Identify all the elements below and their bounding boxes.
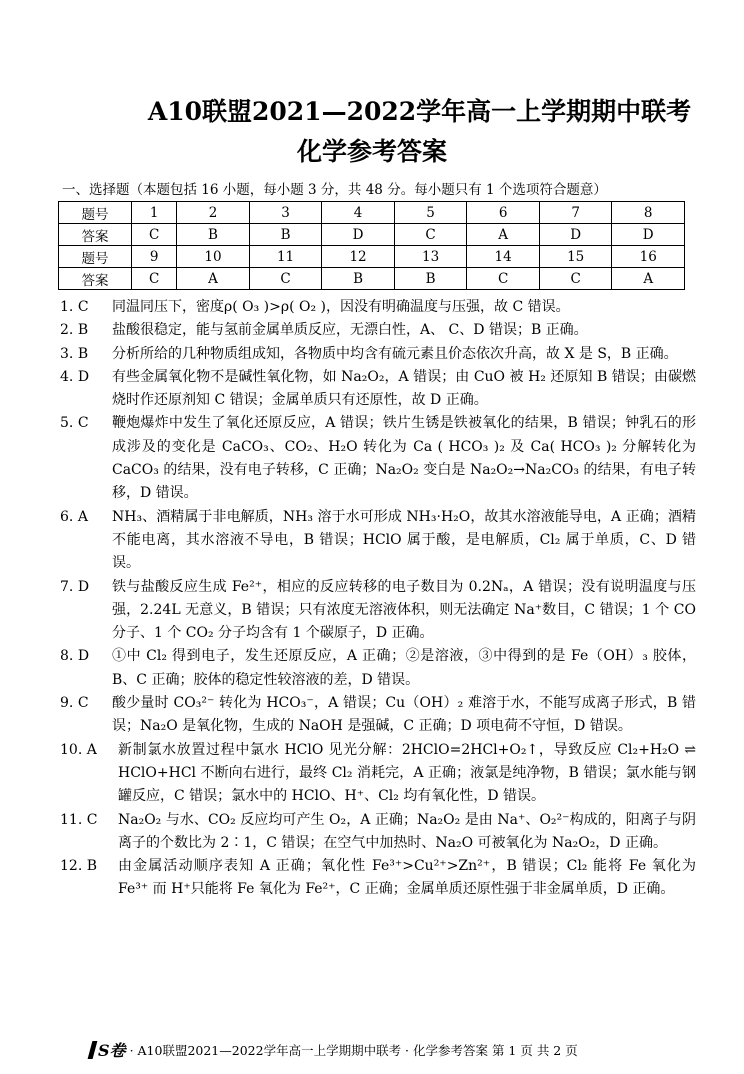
table-cell: 7 [539,202,612,224]
item-text: 鞭炮爆炸中发生了氧化还原反应，A 错误；铁片生锈是铁被氧化的结果，B 错误；钟乳石的形成涉及的变化是 CaCO₃、CO₂、H₂O 转化为 Ca ( HCO₃ )₂ 及 Ca( HCO₃ )₂ 分解转化为 CaCO₃ 的结果，没有电子转移，C 正确；Na₂O₂ 变白是 Na₂O₂→Na₂CO₃ 的结果，有电子转移，D 错误。 [112,415,696,502]
item-number: 10. A [60,741,97,758]
table-cell: D [612,224,685,246]
table-cell: 13 [394,246,467,268]
answer-table [58,201,685,290]
table-cell: 9 [132,246,177,268]
item-text: ①中 Cl₂ 得到电子，发生还原反应，A 正确；②是溶液，③中得到的是 Fe（OH）₃ 胶体，B、C 正确；胶体的稳定性较溶液的差，D 错误。 [112,648,696,688]
table-cell: A [177,268,250,290]
table-row-answers-1 [59,224,685,246]
page-footer [90,1038,578,1061]
table-cell: 4 [322,202,395,224]
item-number: 11. C [60,811,98,828]
section-heading: 一、选择题（本题包括 16 小题，每小题 3 分，共 48 分。每小题只有 1 个选项符合题意） [62,182,607,198]
table-cell: 15 [539,246,612,268]
explanation-list [60,296,696,902]
item-number: 1. C [60,299,89,315]
table-cell: 12 [322,246,395,268]
item-number: 3. B [60,345,89,362]
document-title: A10联盟2021—2022学年高一上学期期中联考 [147,97,692,126]
item-number: 8. D [60,648,90,665]
table-cell: B [322,268,395,290]
logo-bar-icon [88,1041,98,1059]
table-cell: C [394,224,467,246]
item-text: 酸少量时 CO₃²⁻ 转化为 HCO₃⁻，A 错误；Cu（OH）₂ 难溶于水，不能写成离子形式，B 错误；Na₂O 是氧化物，生成的 NaOH 是强碱，C 正确；D 项电荷不守恒，D 错误。 [112,695,696,735]
item-number: 7. D [60,578,90,595]
footer-text: · A10联盟2021—2022学年高一上学期期中联考 · 化学参考答案 第 1 页 共 2 页 [129,1042,578,1058]
table-cell: A [467,224,540,246]
table-cell: B [177,224,250,246]
explanation-item-7 [60,576,696,646]
item-number: 12. B [60,858,98,875]
explanation-item-9 [60,692,696,739]
item-number: 2. B [60,322,89,339]
item-text: 分析所给的几种物质组成知，各物质中均含有硫元素且价态依次升高，故 X 是 S，B 正确。 [112,345,678,362]
table-cell: D [539,224,612,246]
row-label-number: 题号 [59,246,132,268]
explanation-item-4 [60,366,696,413]
item-text: 盐酸很稳定，能与氢前金属单质反应，无漂白性，A、 C、D 错误；B 正确。 [112,322,588,339]
explanation-item-3 [60,343,696,366]
table-cell: B [394,268,467,290]
table-cell: 2 [177,202,250,224]
item-number: 4. D [60,368,90,385]
table-row-numbers-1 [59,202,685,224]
document-subtitle: 化学参考答案 [296,137,447,166]
table-cell: C [132,224,177,246]
table-cell: A [612,268,685,290]
item-text: Na₂O₂ 与水、CO₂ 反应均可产生 O₂，A 正确；Na₂O₂ 是由 Na⁺、O₂²⁻构成的，阳离子与阴离子的个数比为 2∶1，C 错误；在空气中加热时、Na₂O 可被氧化为 Na₂O₂，D 正确。 [118,811,696,851]
table-cell: 10 [177,246,250,268]
table-row-answers-2 [59,268,685,290]
explanation-item-1 [60,296,696,319]
explanation-item-10 [60,739,696,809]
item-text: 有些金属氧化物不是碱性氧化物，如 Na₂O₂，A 错误；由 CuO 被 H₂ 还原知 B 错误；由碳燃烧时作还原剂知 C 错误；金属单质只有还原性，故 D 正确。 [112,368,696,409]
item-text: 同温同压下，密度ρ( O₃ )>ρ( O₂ )，因没有明确温度与压强，故 C 错误。 [112,299,570,315]
table-cell: 11 [249,246,322,268]
table-cell: C [539,268,612,290]
table-cell: 14 [467,246,540,268]
explanation-item-2 [60,319,696,342]
explanation-item-6 [60,506,696,576]
table-cell: 8 [612,202,685,224]
item-number: 9. C [60,695,89,712]
table-cell: C [132,268,177,290]
item-number: 6. A [60,508,88,525]
table-cell: 1 [132,202,177,224]
item-text: NH₃、酒精属于非电解质，NH₃ 溶于水可形成 NH₃·H₂O，故其水溶液能导电，A 正确；酒精不能电离，其水溶液不导电，B 错误；HClO 属于酸，是电解质，Cl₂ 属于单质，C、D 错误。 [112,508,696,572]
table-cell: 3 [249,202,322,224]
table-cell: 5 [394,202,467,224]
table-cell: C [249,268,322,290]
item-number: 5. C [60,415,89,432]
explanation-item-5 [60,412,696,505]
table-row-numbers-2 [59,246,685,268]
item-text: 由金属活动顺序表知 A 正确；氧化性 Fe³⁺>Cu²⁺>Zn²⁺，B 错误；Cl₂ 能将 Fe 氧化为 Fe³⁺ 而 H⁺只能将 Fe 氧化为 Fe²⁺，C 正确；金属单质还原性强于非金属单质，D 正确。 [118,858,696,898]
table-cell: 6 [467,202,540,224]
explanation-item-11 [60,809,696,856]
row-label-answer: 答案 [59,224,132,246]
row-label-answer: 答案 [59,268,132,290]
row-label-number: 题号 [59,202,132,224]
item-text: 新制氯水放置过程中氯水 HClO 见光分解：2HClO=2HCl+O₂↑，导致反应 Cl₂+H₂O ⇌ HClO+HCl 不断向右进行，最终 Cl₂ 消耗完，A 正确；液氯是纯净物，B 错误；氯水能与钢罐反应，C 错误；氯水中的 HClO、H⁺、Cl₂ 均有氧化性，D 错误。 [118,741,696,805]
item-text: 铁与盐酸反应生成 Fe²⁺，相应的反应转移的电子数目为 0.2Nₐ，A 错误；没有说明温度与压强，2.24L 无意义，B 错误；只有浓度无溶液体积，则无法确定 Na⁺数目，C 错误；1 个 CO 分子、1 个 CO₂ 分子均含有 1 个碳原子，D 正确。 [112,578,696,642]
table-cell: B [249,224,322,246]
table-cell: D [322,224,395,246]
explanation-item-8 [60,645,696,692]
table-cell: 16 [612,246,685,268]
publisher-logo: S卷 [90,1038,126,1061]
explanation-item-12 [60,855,696,902]
table-cell: C [467,268,540,290]
